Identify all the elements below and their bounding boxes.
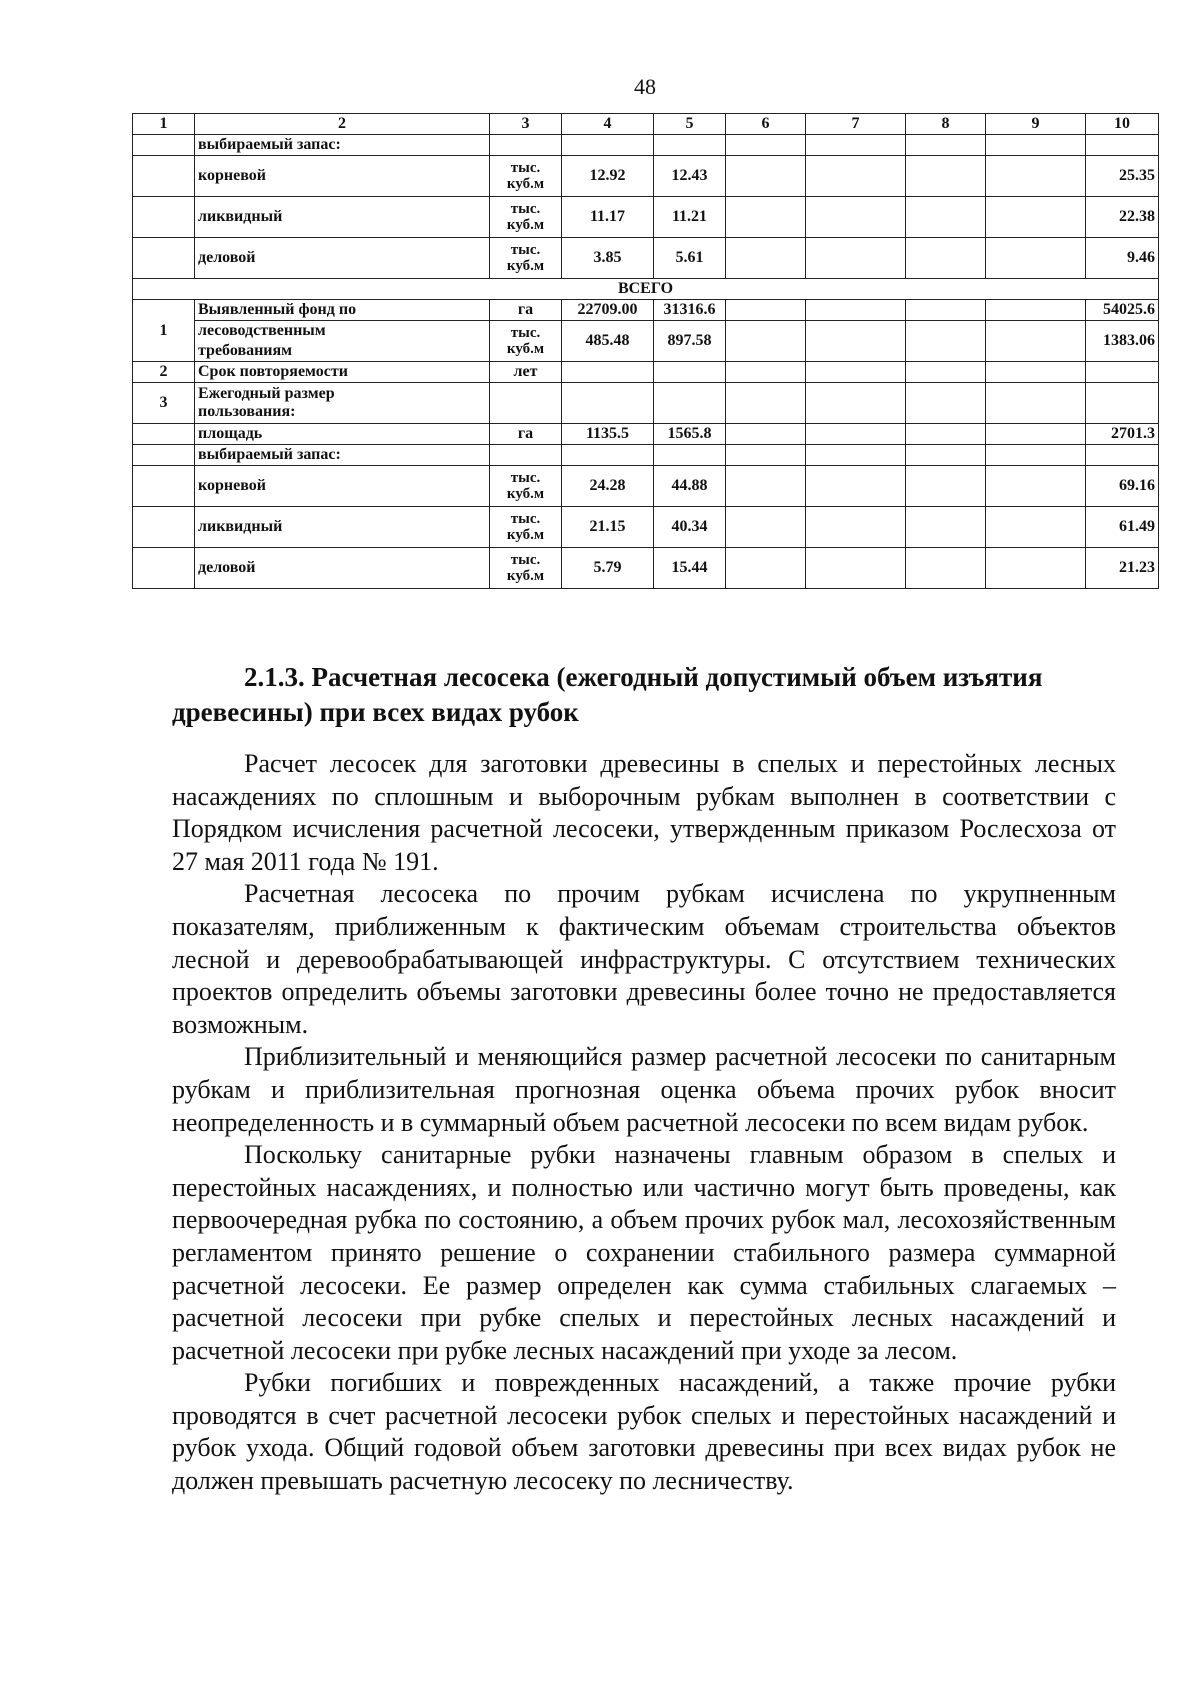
value-cell: 12.92 <box>562 156 654 197</box>
unit-cell: тыс. куб.м <box>490 548 562 589</box>
header-cell: 7 <box>806 114 906 135</box>
unit-cell: га <box>490 300 562 321</box>
table-row <box>133 300 1159 321</box>
value-cell: 1135.5 <box>562 424 654 445</box>
unit-cell: тыс. куб.м <box>490 197 562 238</box>
value-cell: 11.21 <box>654 197 726 238</box>
value-cell: 11.17 <box>562 197 654 238</box>
row-label: Выявленный фонд по <box>195 300 490 321</box>
table-row <box>133 135 1159 156</box>
paragraph: Поскольку санитарные рубки назначены главным образом в спелых и перестойных насаждениях, и полностью или частично могут быть проведены, как первоочередная рубка по состоянию, а объем прочих рубок мал, лесохозяйственным регламентом принято решение о сохранении стабильного размера суммарной расчетной лесосеки. Ее размер определен как сумма стабильных слагаемых – расчетной лесосеки при рубке спелых и перестойных лесных насаждений и расчетной лесосеки при рубке лесных насаждений при уходе за лесом. <box>172 1140 1116 1365</box>
value-cell: 69.16 <box>1086 466 1159 507</box>
forest-table <box>132 113 1159 589</box>
value-cell: 897.58 <box>654 321 726 362</box>
value-cell: 21.23 <box>1086 548 1159 589</box>
header-cell: 10 <box>1086 114 1159 135</box>
value-cell: 5.61 <box>654 238 726 279</box>
table-row <box>133 466 1159 507</box>
total-label: ВСЕГО <box>133 279 1159 300</box>
total-row <box>133 279 1159 300</box>
row-number: 2 <box>133 362 195 383</box>
value-cell: 21.15 <box>562 507 654 548</box>
paragraph: Рубки погибших и поврежденных насаждений, а также прочие рубки проводятся в счет расчетной лесосеки рубок спелых и перестойных насаждений и рубок ухода. Общий годовой объем заготовки древесины при всех видах рубок не должен превышать расчетную лесосеку по лесничеству. <box>172 1368 1116 1496</box>
table-row <box>133 507 1159 548</box>
row-label: ликвидный <box>195 507 490 548</box>
row-label: корневой <box>195 156 490 197</box>
value-cell: 5.79 <box>562 548 654 589</box>
value-cell: 24.28 <box>562 466 654 507</box>
row-label: требованиям <box>195 341 490 362</box>
table-row <box>133 238 1159 279</box>
row-label: деловой <box>195 548 490 589</box>
table-row <box>133 156 1159 197</box>
value-cell: 25.35 <box>1086 156 1159 197</box>
value-cell: 1565.8 <box>654 424 726 445</box>
header-cell: 9 <box>986 114 1086 135</box>
header-cell: 3 <box>490 114 562 135</box>
value-cell: 22.38 <box>1086 197 1159 238</box>
unit-cell: лет <box>490 362 562 383</box>
section-heading <box>172 660 1116 730</box>
table-row <box>133 548 1159 589</box>
row-label: площадь <box>195 424 490 445</box>
value-cell: 3.85 <box>562 238 654 279</box>
header-cell: 1 <box>133 114 195 135</box>
section-heading-line2: древесины) при всех видах рубок <box>172 697 579 727</box>
value-cell: 54025.6 <box>1086 300 1159 321</box>
section-heading-line1: 2.1.3. Расчетная лесосека (ежегодный допустимый объем изъятия <box>244 662 1043 692</box>
value-cell: 2701.3 <box>1086 424 1159 445</box>
row-label: корневой <box>195 466 490 507</box>
row-label: лесоводственным <box>195 321 490 342</box>
value-cell: 31316.6 <box>654 300 726 321</box>
row-label: ликвидный <box>195 197 490 238</box>
page-number: 48 <box>634 74 656 99</box>
table-row <box>133 445 1159 466</box>
unit-cell: тыс. куб.м <box>490 466 562 507</box>
row-label: выбираемый запас: <box>195 445 490 466</box>
row-number: 1 <box>133 300 195 362</box>
header-cell: 8 <box>906 114 986 135</box>
value-cell: 44.88 <box>654 466 726 507</box>
unit-cell: тыс. куб.м <box>490 156 562 197</box>
unit-cell: тыс. куб.м <box>490 321 562 362</box>
paragraph: Расчетная лесосека по прочим рубкам исчислена по укрупненным показателям, приближенным к фактическим объемам строительства объектов лесной и деревообрабатывающей инфраструктуры. С отсутствием технических проектов определить объемы заготовки древесины более точно не предоставляется возможным. <box>172 879 1116 1039</box>
header-cell: 5 <box>654 114 726 135</box>
row-label: выбираемый запас: <box>195 135 490 156</box>
header-cell: 6 <box>726 114 806 135</box>
value-cell: 1383.06 <box>1086 321 1159 362</box>
table-row <box>133 424 1159 445</box>
value-cell: 40.34 <box>654 507 726 548</box>
header-cell: 2 <box>195 114 490 135</box>
value-cell: 12.43 <box>654 156 726 197</box>
row-number: 3 <box>133 383 195 424</box>
row-label: Срок повторяемости <box>195 362 490 383</box>
row-label: деловой <box>195 238 490 279</box>
paragraph: Расчет лесосек для заготовки древесины в спелых и перестойных лесных насаждениях по сплошным и выборочным рубкам выполнен в соответствии с Порядком исчисления расчетной лесосеки, утвержденным приказом Рослесхоза от 27 мая 2011 года № 191. <box>172 749 1116 876</box>
value-cell: 9.46 <box>1086 238 1159 279</box>
value-cell: 15.44 <box>654 548 726 589</box>
unit-cell: тыс. куб.м <box>490 507 562 548</box>
table-header-row <box>133 114 1159 135</box>
paragraph: Приблизительный и меняющийся размер расчетной лесосеки по санитарным рубкам и приблизительная прогнозная оценка объема прочих рубок вносит неопределенность и в суммарный объем расчетной лесосеки по всем видам рубок. <box>172 1042 1116 1137</box>
value-cell: 485.48 <box>562 321 654 362</box>
header-cell: 4 <box>562 114 654 135</box>
row-label: Ежегодный размер пользования: <box>195 383 490 424</box>
unit-cell: тыс. куб.м <box>490 238 562 279</box>
value-cell: 22709.00 <box>562 300 654 321</box>
table-row <box>133 362 1159 383</box>
table-row <box>133 321 1159 342</box>
table-row <box>133 197 1159 238</box>
unit-cell: га <box>490 424 562 445</box>
body-text <box>172 748 1116 1498</box>
value-cell: 61.49 <box>1086 507 1159 548</box>
table-row <box>133 383 1159 424</box>
